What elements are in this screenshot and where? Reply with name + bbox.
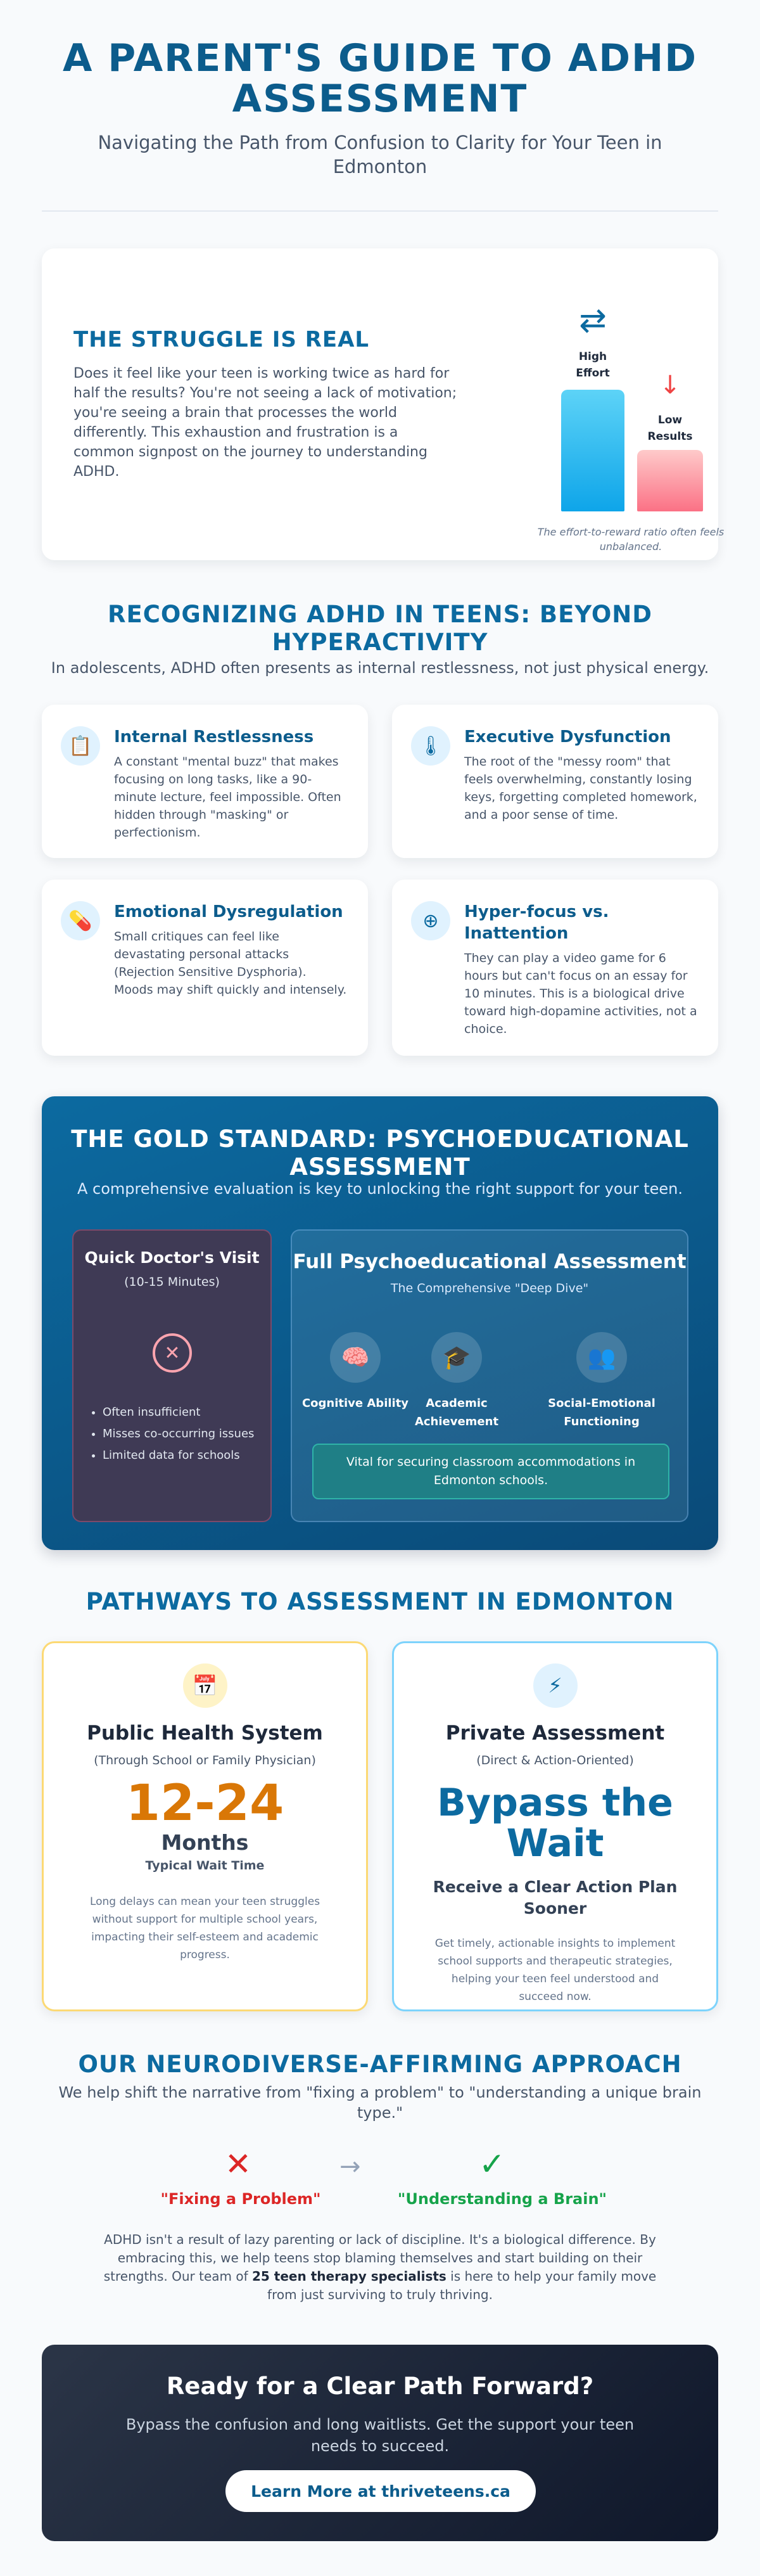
vital-note: Vital for securing classroom accommodations in Edmonton schools. bbox=[312, 1444, 669, 1499]
private-desc: Get timely, actionable insights to implement school supports and therapeutic strategies, helping your teen feel understood and succeed now. bbox=[434, 1937, 676, 2003]
learn-more-button[interactable]: Learn More at thriveteens.ca bbox=[225, 2470, 536, 2512]
feature-body: They can play a video game for 6 hours but can't focus on an essay for 10 minutes. This is a biological drive toward high-dopamine activities, not a choice. bbox=[464, 951, 697, 1036]
quick-visit-duration: (10-15 Minutes) bbox=[124, 1275, 220, 1289]
private-title: Private Assessment bbox=[445, 1722, 665, 1745]
wait-unit: Months bbox=[161, 1830, 249, 1855]
feature-body: A constant "mental buzz" that makes focusing on long tasks, like a 90-minute lecture, feel impossible. Often hidden through "masking" or perfectionism. bbox=[114, 755, 341, 840]
gold-standard-section bbox=[42, 1096, 718, 1550]
arrows-exchange-icon: ⇄ bbox=[579, 302, 607, 340]
cta-title: Ready for a Clear Path Forward? bbox=[166, 2373, 594, 2400]
pathways-title: PATHWAYS TO ASSESSMENT IN EDMONTON bbox=[86, 1588, 674, 1615]
recognizing-subtitle: In adolescents, ADHD often presents as internal restlessness, not just physical energy. bbox=[51, 659, 709, 677]
feature-title: Hyper-focus vs. Inattention bbox=[464, 902, 609, 943]
public-kind: (Through School or Family Physician) bbox=[94, 1753, 316, 1767]
cta-body: Bypass the confusion and long waitlists. Get the support your teen needs to succeed. bbox=[125, 2416, 635, 2455]
arrow-right-icon: → bbox=[339, 2152, 361, 2181]
feature-title: Emotional Dysregulation bbox=[114, 902, 343, 921]
public-health-card bbox=[42, 1641, 368, 2011]
to-label: "Understanding a Brain" bbox=[397, 2190, 607, 2208]
full-assessment-card bbox=[291, 1229, 688, 1522]
feature-card bbox=[42, 880, 368, 1056]
page-header bbox=[0, 0, 760, 179]
thermometer-icon: 🌡 bbox=[411, 726, 450, 766]
clipboard-icon: 📋 bbox=[61, 726, 100, 766]
neuro-body-start: ADHD isn't a result of lazy parenting or lack of discipline. It's a biological difference. By embracing this, we help teens stop blaming themselves and start building on their strengths. Our team of bbox=[103, 2232, 656, 2284]
quick-visit-list bbox=[103, 1402, 261, 1466]
graduation-cap-icon: 🎓 bbox=[431, 1332, 482, 1383]
brain-icon: 🧠 bbox=[330, 1332, 381, 1383]
feature-card bbox=[42, 705, 368, 858]
high-effort-bar bbox=[561, 390, 624, 511]
feature-card bbox=[392, 705, 718, 858]
neuro-body bbox=[95, 2231, 665, 2304]
pillar bbox=[298, 1332, 412, 1413]
low-results-bar bbox=[637, 450, 703, 511]
wait-range: 12-24 bbox=[125, 1775, 284, 1832]
specialists-count: 25 teen therapy specialists bbox=[252, 2269, 446, 2284]
x-mark-icon: ✕ bbox=[225, 2146, 251, 2182]
page-subtitle: Navigating the Path from Confusion to Clarity for Your Teen in Edmonton bbox=[98, 132, 662, 177]
quick-visit-card bbox=[72, 1229, 272, 1522]
calendar-icon: 📅 bbox=[183, 1663, 227, 1708]
page-title: A PARENT'S GUIDE TO ADHD ASSESSMENT bbox=[62, 36, 698, 121]
gold-title: THE GOLD STANDARD: PSYCHOEDUCATIONAL ASSESSMENT bbox=[71, 1125, 689, 1181]
struggle-card bbox=[42, 248, 725, 560]
list-item: • Often insufficient bbox=[103, 1402, 261, 1423]
low-results-label: Low Results bbox=[647, 414, 693, 443]
lightning-icon: ⚡ bbox=[533, 1663, 578, 1708]
crosshair-icon: ⊕ bbox=[411, 901, 450, 940]
pill-icon: 💊 bbox=[61, 901, 100, 940]
neuro-body-end: is here to help your family move from just surviving to truly thriving. bbox=[267, 2269, 657, 2302]
struggle-body: Does it feel like your teen is working twice as hard for half the results? You're not seeing a lack of motivation; you're seeing a brain that processes the world differently. This exhaustion and frustration is a common signpost on the journey to understanding ADHD. bbox=[73, 366, 457, 480]
list-item: • Limited data for schools bbox=[103, 1445, 261, 1466]
neuro-subtitle: We help shift the narrative from "fixing a problem" to "understanding a unique brain type." bbox=[58, 2084, 702, 2122]
feature-body: Small critiques can feel like devastating personal attacks (Rejection Sensitive Dysphoria). Moods may shift quickly and intensely. bbox=[114, 930, 347, 997]
pillar-label: Academic Achievement bbox=[414, 1397, 499, 1428]
struggle-title: THE STRUGGLE IS REAL bbox=[73, 327, 370, 352]
gold-subtitle: A comprehensive evaluation is key to unlocking the right support for your teen. bbox=[77, 1180, 683, 1198]
private-assessment-card bbox=[392, 1641, 718, 2011]
cta-section bbox=[42, 2345, 718, 2541]
arrow-down-icon: ↓ bbox=[659, 371, 681, 400]
pillar bbox=[400, 1332, 514, 1431]
feature-card bbox=[392, 880, 718, 1056]
checkmark-icon: ✓ bbox=[479, 2146, 505, 2182]
effort-chart bbox=[504, 274, 725, 553]
people-icon: 👥 bbox=[576, 1332, 627, 1383]
quick-visit-title: Quick Doctor's Visit bbox=[84, 1248, 260, 1267]
from-label: "Fixing a Problem" bbox=[160, 2190, 321, 2208]
high-effort-label: High Effort bbox=[576, 350, 610, 380]
effort-caption: The effort-to-reward ratio often feels unbalanced. bbox=[537, 526, 725, 553]
feature-title: Internal Restlessness bbox=[114, 727, 314, 747]
recognizing-title: RECOGNIZING ADHD IN TEENS: BEYOND HYPERACTIVITY bbox=[108, 601, 652, 656]
feature-body: The root of the "messy room" that feels overwhelming, constantly losing keys, forgetting completed homework, and a poor sense of time. bbox=[464, 755, 697, 822]
neuro-title: OUR NEURODIVERSE-AFFIRMING APPROACH bbox=[78, 2051, 682, 2078]
private-kind: (Direct & Action-Oriented) bbox=[476, 1753, 634, 1767]
pillar bbox=[535, 1332, 668, 1431]
wait-label: Typical Wait Time bbox=[145, 1859, 265, 1873]
bypass-headline: Bypass the Wait bbox=[437, 1781, 673, 1866]
action-plan-text: Receive a Clear Action Plan Sooner bbox=[433, 1878, 678, 1918]
x-circle-icon: ✕ bbox=[153, 1333, 192, 1373]
list-item: • Misses co-occurring issues bbox=[103, 1423, 261, 1445]
pillar-label: Cognitive Ability bbox=[301, 1397, 409, 1410]
feature-title: Executive Dysfunction bbox=[464, 727, 671, 747]
public-title: Public Health System bbox=[87, 1722, 323, 1745]
pillar-label: Social-Emotional Functioning bbox=[548, 1397, 656, 1428]
full-assessment-title: Full Psychoeducational Assessment bbox=[293, 1250, 687, 1273]
public-desc: Long delays can mean your teen struggles without support for multiple school years, impacting their self-esteem and academic progress. bbox=[89, 1895, 320, 1961]
full-assessment-subtitle: The Comprehensive "Deep Dive" bbox=[390, 1281, 589, 1295]
header-divider bbox=[42, 210, 718, 212]
